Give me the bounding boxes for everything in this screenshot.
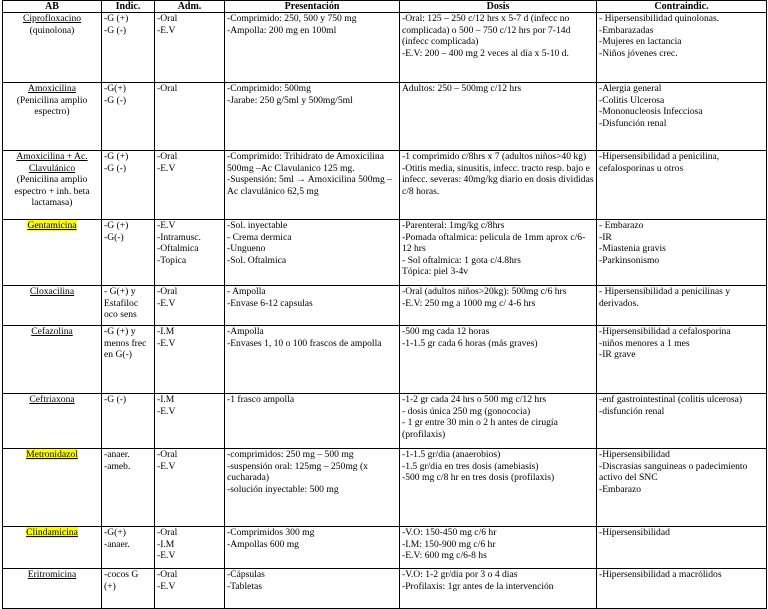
cell-indication: [102, 286, 155, 326]
pres-line: -Ampolla: 200 mg en 100ml: [227, 24, 337, 36]
dosis-line: -Oral (adultos niños>20kg): 500mg c/6 hrs: [402, 286, 567, 298]
cell-contraindication: [597, 151, 767, 220]
contra-line: -enf gastrointestinal (colitis ulcerosa): [599, 394, 743, 406]
adm-line: -E.V: [157, 460, 176, 472]
contra-line: -Discrasias sanguineas o padecimiento activo del SNC: [599, 460, 748, 484]
indic-line: -G (-): [104, 394, 127, 406]
antibiotic-name: Metronidazol: [26, 449, 78, 461]
contra-line: -Hipersensibilidad: [599, 527, 670, 539]
indic-line: -G (+): [104, 220, 129, 232]
indic-line: -G (-): [104, 162, 127, 174]
cell-administration: [155, 326, 225, 394]
antibiotic-name: Clindamicina: [26, 527, 78, 539]
indic-line: -anaer.: [104, 538, 130, 550]
dosis-line: -1-1.5 gr cada 6 horas (más graves): [402, 337, 538, 349]
dosis-line: -I.M: 150-900 mg c/6 hr: [402, 538, 496, 550]
table-row: [3, 569, 767, 609]
antibiotics-table: [2, 0, 767, 609]
table-row: [3, 151, 767, 220]
cell-dose: [400, 83, 597, 151]
pres-line: - Crema dermica: [227, 231, 292, 243]
pres-line: -Comprimido: 500mg: [227, 83, 311, 95]
cell-antibiotic: [3, 326, 102, 394]
contra-line: -IR grave: [599, 349, 636, 361]
cell-dose: [400, 13, 597, 83]
contra-line: -Niños jóvenes crec.: [599, 47, 678, 59]
cell-presentation: [225, 220, 400, 286]
cell-dose: [400, 394, 597, 449]
adm-line: -E.V: [157, 24, 176, 36]
indic-line: -G (+): [104, 151, 129, 163]
header-presentacion: Presentación: [225, 1, 400, 13]
cell-dose: [400, 326, 597, 394]
dosis-line: -Otitis media, sinusitis, infecc. tracto resp. bajo e infecc. severas: 40mg/kg diario en dosis divididas c/8 horas.: [402, 162, 594, 197]
contra-line: -Hipersensibilidad a macrólidos: [599, 569, 722, 581]
dosis-line: - dosis única 250 mg (gonococia): [402, 405, 531, 417]
dosis-line: -V.O: 1-2 gr/dia por 3 o 4 dias: [402, 569, 518, 581]
pres-line: -Sol. inyectable: [227, 220, 288, 232]
antibiotic-name: Eritromicina: [27, 569, 77, 581]
cell-indication: [102, 449, 155, 527]
pres-line: -1 frasco ampolla: [227, 394, 295, 406]
pres-line: -Envase 6-12 capsulas: [227, 297, 313, 309]
cell-contraindication: [597, 83, 767, 151]
cell-indication: [102, 326, 155, 394]
cell-antibiotic: [3, 151, 102, 220]
cell-antibiotic: [3, 449, 102, 527]
antibiotic-name: Cloxacilina: [29, 286, 75, 298]
pres-line: -Envases 1, 10 o 100 frascos de ampolla: [227, 337, 382, 349]
cell-dose: [400, 151, 597, 220]
adm-line: -Oral: [157, 449, 178, 461]
dosis-line: - 1 gr entre 30 min o 2 h antes de cirugía (profilaxis): [402, 417, 558, 440]
adm-line: -Oftalmica: [157, 243, 199, 255]
header-contraindic: Contraindic.: [597, 1, 767, 13]
cell-presentation: [225, 13, 400, 83]
pres-line: -Sol. Oftalmica: [227, 254, 287, 266]
dosis-line: -E.V: 200 – 400 mg 2 veces al día x 5-10 d.: [402, 47, 569, 59]
pres-line: -Tabletas: [227, 580, 263, 592]
header-adm: Adm.: [155, 1, 225, 13]
pres-line: -comprimidos: 250 mg – 500 mg: [227, 449, 354, 461]
dosis-line: -500 mg cada 12 horas: [402, 326, 490, 338]
dosis-line: -1 comprimido c/8hrs x 7 (adultos niños>40 kg): [402, 151, 587, 163]
contra-line: -niños menores a 1 mes: [599, 337, 690, 349]
adm-line: -I.M: [157, 538, 175, 550]
cell-administration: [155, 286, 225, 326]
contra-line: -Hipersensibilidad: [599, 449, 670, 461]
pres-line: -suspensión oral: 125mg – 250mg (x cucharada): [227, 460, 368, 484]
cell-antibiotic: [3, 286, 102, 326]
cell-dose: [400, 286, 597, 326]
cell-antibiotic: [3, 220, 102, 286]
adm-line: -E.V: [157, 405, 176, 417]
sub-line: (Penicilina amplio espectro): [16, 94, 88, 118]
contra-line: -Embarazadas: [599, 24, 654, 36]
cell-contraindication: [597, 527, 767, 569]
cell-contraindication: [597, 286, 767, 326]
dosis-line: -Parenteral: 1mg/kg c/8hrs: [402, 220, 505, 232]
cell-presentation: [225, 449, 400, 527]
cell-indication: [102, 569, 155, 609]
contra-line: -Mononucleosis Infecciosa: [599, 106, 703, 118]
dosis-line: -500 mg c/8 hr en tres dosis (profilaxis): [402, 472, 555, 484]
contra-line: -Miastenia gravis: [599, 243, 666, 255]
contra-line: - Hipersensibilidad quinolonas.: [599, 13, 720, 25]
indic-line: -G(+): [104, 83, 126, 95]
adm-line: -E.V: [157, 337, 176, 349]
table-row: [3, 13, 767, 83]
pres-line: -Comprimido: Trihidrato de Amoxicilina 500mg –Ac Clavulanico 125 mg.: [227, 151, 384, 174]
dosis-line: -1-1.5 gr/dia (anaerobios): [402, 449, 501, 461]
dosis-line: -Oral: 125 – 250 c/12 hrs x 5-7 d (infecc no complicada) o 500 – 750 c/12 hrs por 7-14d (infecc complicada): [402, 13, 571, 48]
contra-line: -Disfunción renal: [599, 117, 667, 129]
cell-administration: [155, 449, 225, 527]
header-dosis: Dosis: [400, 1, 597, 13]
antibiotic-name: Ciprofloxacino: [22, 13, 82, 25]
cell-indication: [102, 151, 155, 220]
table-row: [3, 527, 767, 569]
cell-antibiotic: [3, 527, 102, 569]
cell-administration: [155, 527, 225, 569]
adm-line: -E.V: [157, 297, 176, 309]
indic-line: -anaer.: [104, 449, 130, 461]
dosis-line: Tópica: piel 3-4v: [402, 266, 469, 278]
indic-line: -G(-): [104, 231, 124, 243]
cell-contraindication: [597, 449, 767, 527]
cell-contraindication: [597, 326, 767, 394]
dosis-line: -1.5 gr/dia en tres dosis (amebiasis): [402, 460, 539, 472]
antibiotic-name: Gentamicina: [27, 220, 77, 232]
sub-line: (quinolona): [29, 24, 75, 36]
cell-presentation: [225, 326, 400, 394]
contra-line: - Embarazo: [599, 220, 644, 232]
cell-administration: [155, 220, 225, 286]
header-ab: AB: [3, 1, 102, 13]
dosis-line: -V.O: 150-450 mg c/6 hr: [402, 527, 497, 539]
indic-line: -G (+) y menos frec en G(-): [104, 326, 147, 361]
header-row: [3, 1, 767, 13]
dosis-line: -Pomada oftalmica: pelicula de 1mm aprox c/6-12 hrs: [402, 231, 586, 255]
dosis-line: - Sol oftalmica: 1 gota c/4.8hrs: [402, 254, 521, 266]
dosis-line: -Profilaxis: 1gr antes de la intervención: [402, 580, 554, 592]
pres-line: -Ampolla: [227, 326, 264, 338]
adm-line: -E.V: [157, 580, 176, 592]
pres-line: -Jarabe: 250 g/5ml y 500mg/5ml: [227, 94, 353, 106]
adm-line: -Oral: [157, 527, 178, 539]
cell-contraindication: [597, 13, 767, 83]
adm-line: -E.V: [157, 162, 176, 174]
sub-line: (Penicilina amplio espectro + inh. beta lactamasa): [14, 174, 90, 209]
cell-indication: [102, 13, 155, 83]
antibiotic-name: Amoxicilina: [28, 83, 76, 95]
pres-line: - Ampolla: [227, 286, 266, 298]
cell-presentation: [225, 151, 400, 220]
indic-line: - G(+) y Estafiloc oco sens: [104, 286, 139, 321]
cell-dose: [400, 569, 597, 609]
table-row: [3, 394, 767, 449]
contra-line: -disfunción renal: [599, 405, 665, 417]
cell-presentation: [225, 527, 400, 569]
adm-line: -Intramusc.: [157, 231, 201, 243]
dosis-line: -E.V: 600 mg c/6-8 hs: [402, 550, 487, 562]
indic-line: -G (-): [104, 94, 127, 106]
adm-line: -Oral: [157, 13, 178, 25]
adm-line: -E.V: [157, 550, 176, 562]
pres-line: -Comprimidos 300 mg: [227, 527, 315, 539]
table-row: [3, 220, 767, 286]
adm-line: -Oral: [157, 569, 178, 581]
antibiotic-name: Ceftriaxona: [29, 394, 75, 406]
table-row: [3, 449, 767, 527]
indic-line: -G (+): [104, 13, 129, 25]
contra-line: -Mujeres en lactancia: [599, 36, 682, 48]
cell-antibiotic: [3, 13, 102, 83]
indic-line: -ameb.: [104, 460, 131, 472]
indic-line: -G (-): [104, 24, 127, 36]
contra-line: -Embarazo: [599, 483, 642, 495]
antibiotic-name: Cefazolina: [31, 326, 73, 338]
table-row: [3, 83, 767, 151]
cell-administration: [155, 151, 225, 220]
table-body: [3, 13, 767, 609]
indic-line: -G(+): [104, 527, 126, 539]
contra-line: -Hipersensibilidad a penicilina, cefalosporinas u otros: [599, 151, 720, 174]
contra-line: -Alergia general: [599, 83, 662, 95]
pres-line: -Comprimido: 250, 500 y 750 mg: [227, 13, 357, 25]
indic-line: -cocos G (+): [104, 569, 139, 592]
pres-line: -Suspensión: 5ml → Amoxicilina 500mg – Ac clavulánico 62,5 mg: [227, 174, 392, 197]
header-indic: Indic.: [102, 1, 155, 13]
cell-indication: [102, 83, 155, 151]
adm-line: -Topica: [157, 254, 187, 266]
contra-line: -IR: [599, 231, 612, 243]
adm-line: -E.V: [157, 220, 176, 232]
cell-presentation: [225, 394, 400, 449]
cell-contraindication: [597, 394, 767, 449]
pres-line: -Ungueno: [227, 243, 266, 255]
cell-antibiotic: [3, 569, 102, 609]
cell-administration: [155, 83, 225, 151]
adm-line: -I.M: [157, 394, 175, 406]
cell-administration: [155, 394, 225, 449]
antibiotic-name: Amoxicilina + Ac. Clavulánico: [16, 151, 88, 174]
cell-presentation: [225, 83, 400, 151]
pres-line: -solución inyectable: 500 mg: [227, 483, 339, 495]
table-row: [3, 326, 767, 394]
cell-antibiotic: [3, 83, 102, 151]
adm-line: -Oral: [157, 151, 178, 163]
dosis-line: -E.V: 250 mg a 1000 mg c/ 4-6 hrs: [402, 297, 536, 309]
cell-contraindication: [597, 569, 767, 609]
contra-line: -Parkinsonismo: [599, 254, 660, 266]
cell-presentation: [225, 286, 400, 326]
adm-line: -Oral: [157, 286, 178, 298]
cell-indication: [102, 527, 155, 569]
cell-dose: [400, 527, 597, 569]
dosis-line: Adultos: 250 – 500mg c/12 hrs: [402, 83, 522, 95]
pres-line: -Cápsulas: [227, 569, 265, 581]
contra-line: -Colitis Ulcerosa: [599, 94, 665, 106]
adm-line: -Oral: [157, 83, 178, 95]
cell-administration: [155, 13, 225, 83]
adm-line: -I.M: [157, 326, 175, 338]
cell-presentation: [225, 569, 400, 609]
cell-indication: [102, 220, 155, 286]
pres-line: -Ampollas 600 mg: [227, 538, 299, 550]
table-row: [3, 286, 767, 326]
cell-dose: [400, 220, 597, 286]
cell-administration: [155, 569, 225, 609]
contra-line: - Hipersensibilidad a penicilinas y derivados.: [599, 286, 731, 309]
contra-line: -Hipersensibilidad a cefalosporina: [599, 326, 731, 338]
cell-antibiotic: [3, 394, 102, 449]
dosis-line: -1-2 gr cada 24 hrs o 500 mg c/12 hrs: [402, 394, 547, 406]
cell-contraindication: [597, 220, 767, 286]
cell-dose: [400, 449, 597, 527]
cell-indication: [102, 394, 155, 449]
